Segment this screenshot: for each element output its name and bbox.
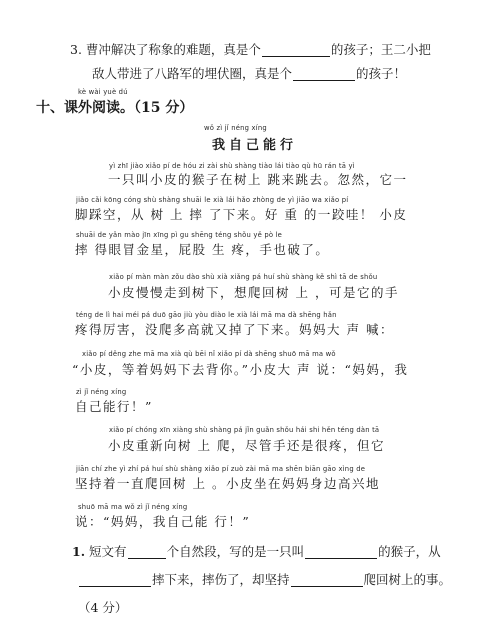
q1-text: 的猴子，从	[378, 544, 441, 559]
q3-text: 的孩子！	[356, 66, 407, 81]
story-text: 摔 得眼冒金星，屁股 生 疼，手也破了。	[75, 242, 330, 257]
story-pinyin: xiǎo pí màn màn zǒu dào shù xià xiǎng pá huí shù shàng kě shì tā de shǒu	[109, 273, 378, 281]
story-text: 疼得厉害，没爬多高就又掉了下来。妈妈大 声 喊：	[75, 322, 394, 337]
story-title-pinyin: wǒ zì jǐ néng xíng	[204, 124, 267, 132]
q1-line-2	[78, 570, 451, 588]
q1-score: （4 分）	[78, 600, 128, 615]
story-text: 一只叫小皮的猴子在树上 跳来跳去。忽然，它一	[108, 172, 408, 187]
story-pinyin: jiān chí zhe yì zhí pá huí shù shàng xiǎo pí zuò zài mā ma shēn biān gāo xìng de	[76, 465, 366, 473]
answer-blank[interactable]	[262, 43, 330, 57]
story-pinyin: jiǎo cǎi kōng cóng shù shàng shuāi le xià lái hǎo zhòng de yì jiāo wa xiǎo pí	[76, 196, 349, 204]
answer-blank[interactable]	[79, 573, 151, 587]
story-text: 说：“妈妈，我自己能 行！”	[75, 514, 251, 529]
story-text: 自己能行！”	[75, 399, 153, 414]
section-pinyin: kè wài yuè dú	[78, 88, 128, 96]
q1-text: 摔下来，摔伤了，却坚持	[152, 572, 290, 587]
story-pinyin: shuāi de yǎn mào jīn xīng pì gu shēng téng shǒu yě pò le	[76, 231, 283, 239]
section-heading: 十、课外阅读。（15 分）	[36, 100, 194, 116]
story-pinyin: shuō mā ma wǒ zì jǐ néng xíng	[78, 503, 188, 511]
q1-text: 爬回树上的事。	[363, 572, 452, 587]
story-text: “小皮，等着妈妈下去背你。”小皮大 声 说：“妈妈，我	[72, 362, 409, 377]
q3-text: 3. 曹冲解决了称象的难题，真是个	[70, 42, 261, 57]
answer-blank[interactable]	[293, 67, 355, 81]
q1-text: 个自然段，写的是一只叫	[166, 544, 305, 559]
q3-text: 敌人带进了八路军的埋伏圈，真是个	[92, 66, 293, 81]
q3-text: 的孩子；王二小把	[330, 42, 431, 57]
answer-blank[interactable]	[305, 545, 377, 559]
q1-number: 1.	[72, 544, 86, 559]
story-text: 小皮慢慢走到树下，想爬回树 上 ，可是它的手	[108, 285, 399, 300]
story-text: 小皮重新向树 上 爬，尽管手还是很疼，但它	[108, 438, 385, 453]
q1-text: 短文有	[89, 544, 127, 559]
story-pinyin: zì jǐ néng xíng	[76, 388, 127, 396]
q1-line-1	[72, 542, 441, 560]
story-text: 坚持着一直爬回树 上 。小皮坐在妈妈身边高兴地	[75, 476, 380, 491]
story-pinyin: xiǎo pí děng zhe mā ma xià qù bēi nǐ xiǎo pí dà shēng shuō mā ma wǒ	[82, 350, 336, 358]
story-pinyin: yì zhī jiào xiǎo pí de hóu zi zài shù shàng tiào lái tiào qù hū rán tā yì	[109, 162, 355, 170]
story-pinyin: xiǎo pí chóng xīn xiàng shù shàng pá jǐn guǎn shǒu hái shi hěn téng dàn tā	[109, 426, 380, 434]
story-pinyin: téng de lì hai méi pá duō gāo jiù yòu diào le xià lái mā ma dà shēng hǎn	[76, 311, 337, 319]
answer-blank[interactable]	[128, 545, 166, 559]
answer-blank[interactable]	[291, 573, 363, 587]
q3-line-2	[92, 64, 406, 82]
q3-line-1	[70, 40, 431, 58]
story-text: 脚踩空，从 树 上 摔 了下来。好 重 的一跤哇！ 小皮	[75, 207, 408, 222]
story-title: 我自己能行	[212, 138, 298, 153]
